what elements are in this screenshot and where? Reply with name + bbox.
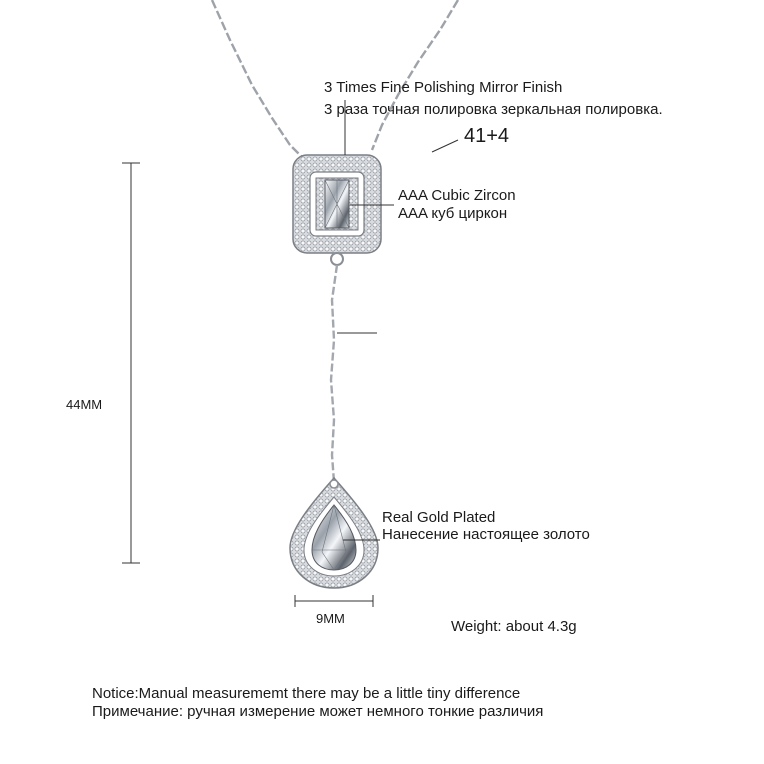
plating-label-ru: Нанесение настоящее золото — [382, 526, 590, 543]
plating-label-en: Real Gold Plated — [382, 509, 496, 526]
notice-ru: Примечание: ручная измерение может немного тонкие различия — [92, 703, 544, 720]
height-label: 44MM — [66, 397, 103, 412]
width-dimension — [295, 595, 373, 607]
chain-left-strand — [212, 0, 308, 163]
height-dimension — [122, 163, 140, 563]
polish-label-ru: 3 раза точная полировка зеркальная полировка. — [324, 101, 663, 118]
polish-label-en: 3 Times Fine Polishing Mirror Finish — [324, 79, 563, 96]
weight-label: Weight: about 4.3g — [451, 618, 577, 635]
width-label: 9MM — [316, 611, 345, 626]
chain-right-strand — [372, 0, 458, 150]
square-pendant — [293, 155, 381, 265]
chain-length-label: 41+4 — [464, 125, 510, 147]
notice-en: Notice:Manual measurememt there may be a little tiny difference — [92, 685, 521, 702]
zircon-label-en: AAA Cubic Zircon — [398, 187, 516, 204]
drop-chain — [331, 265, 337, 482]
pear-pendant — [290, 478, 378, 588]
zircon-label-ru: AAA куб циркон — [398, 205, 508, 222]
